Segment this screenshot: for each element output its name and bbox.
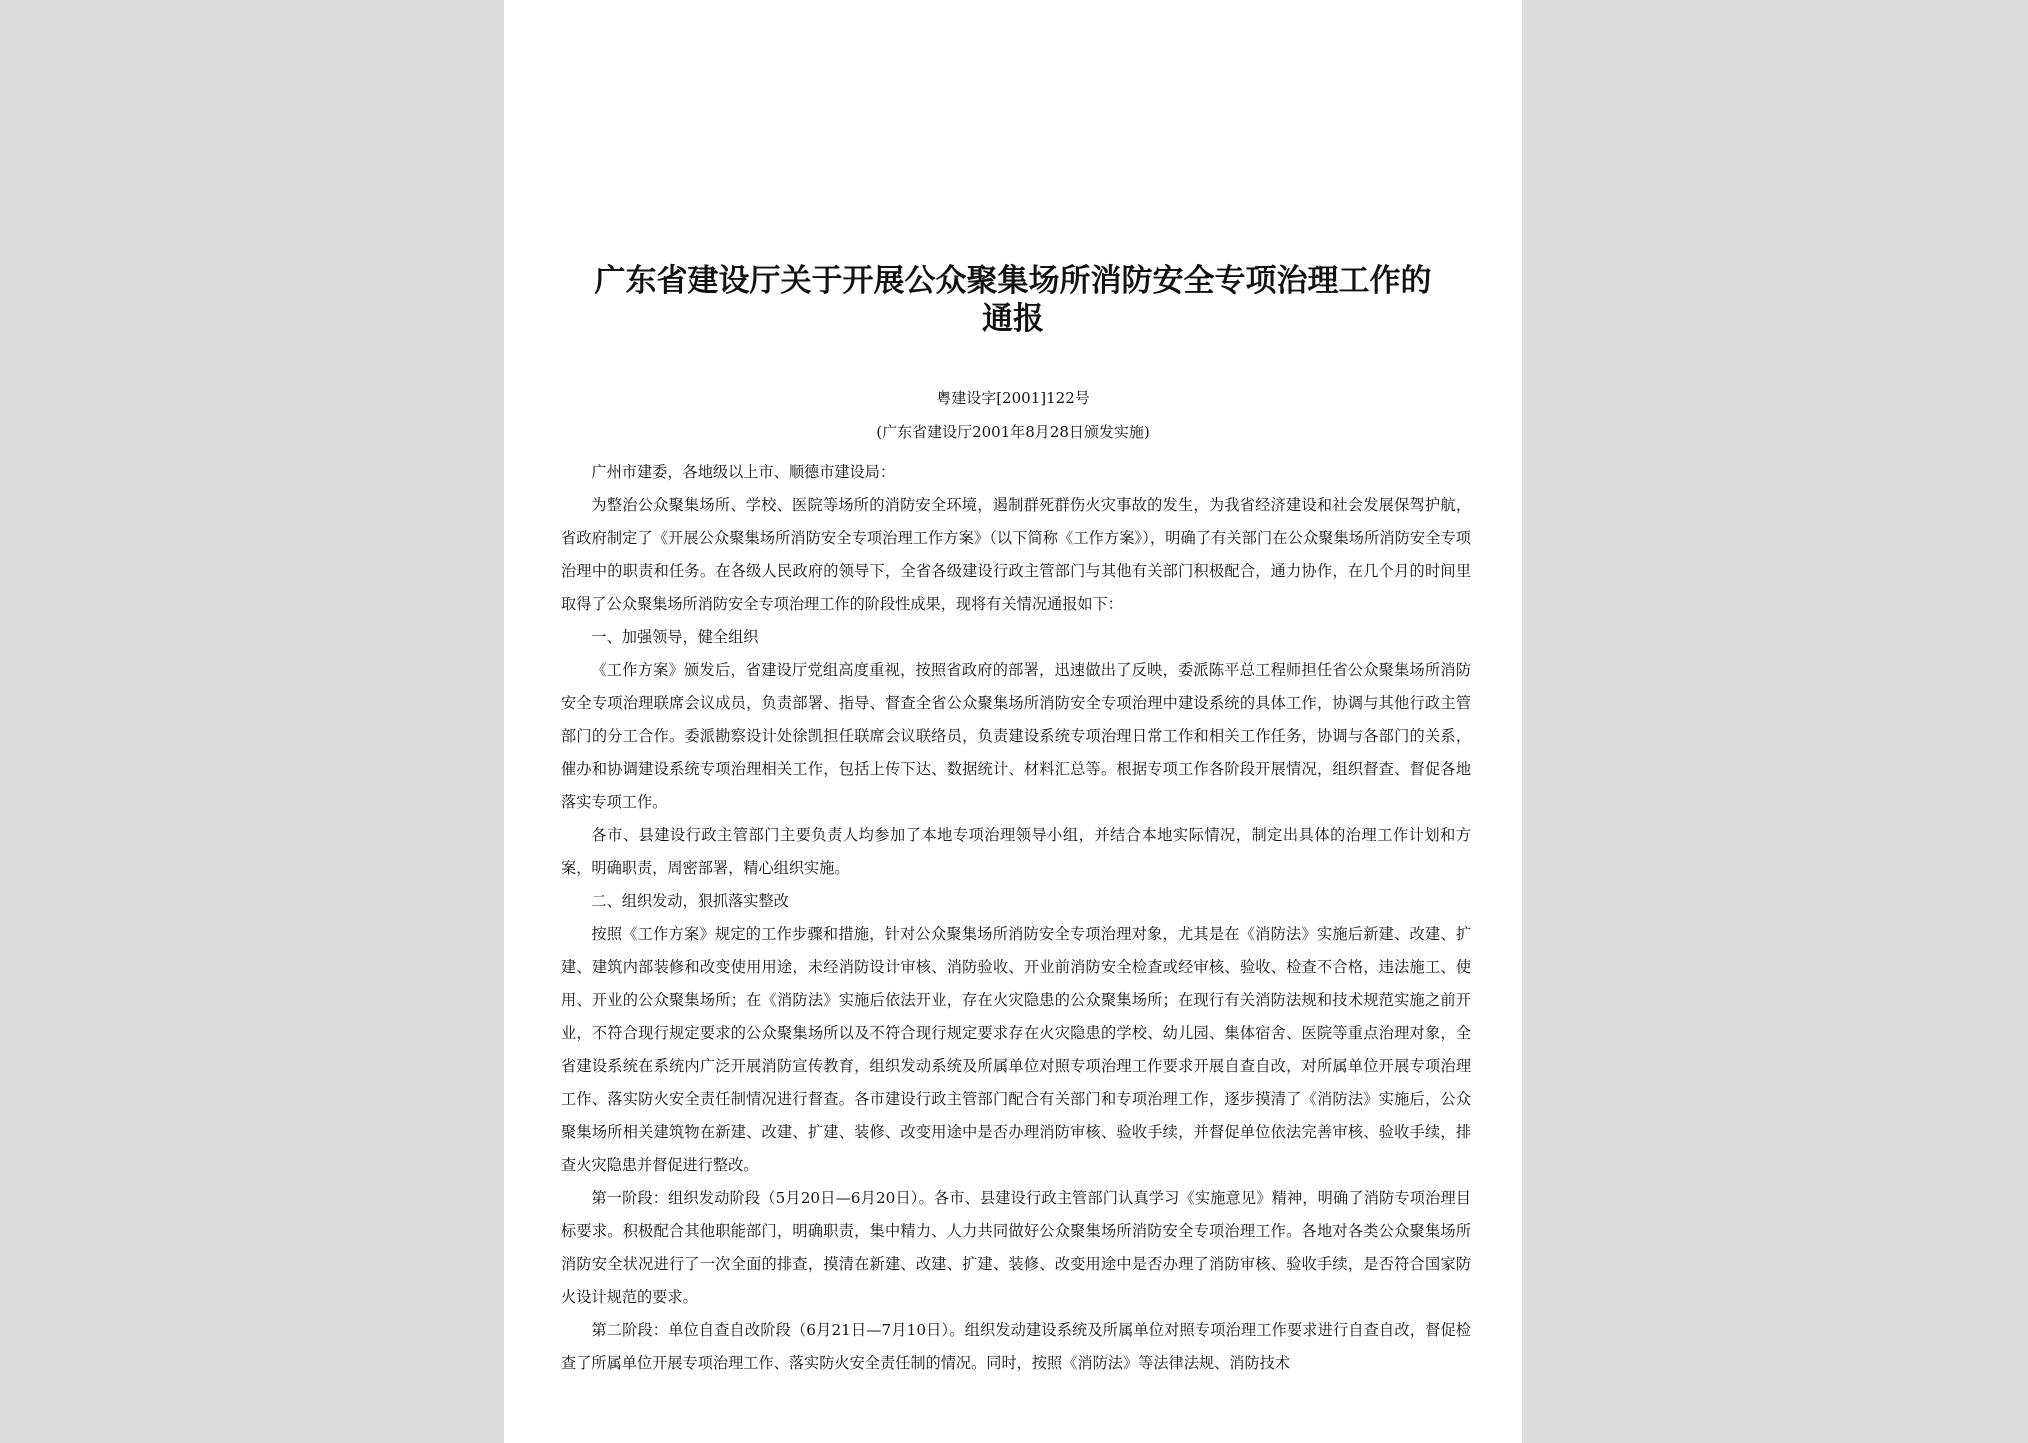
paragraph-intro: 为整治公众聚集场所、学校、医院等场所的消防安全环境，遏制群死群伤火灾事故的发生，为我省经济建设和社会发展保驾护航，省政府制定了《开展公众聚集场所消防安全专项治理工作方案》（以下简称《工作方案》），明确了有关部门在公众聚集场所消防安全专项治理中的职责和任务。在各级人民政府的领导下，全省各级建设行政主管部门与其他有关部门积极配合，通力协作，在几个月的时间里取得了公众聚集场所消防安全专项治理工作的阶段性成果，现将有关情况通报如下： [561,496,1471,613]
section-heading-1: 一、加强领导，健全组织 [591,628,759,646]
document-body [561,456,1471,1380]
document-title: 广东省建设厅关于开展公众聚集场所消防安全专项治理工作的通报 [594,263,1432,337]
paragraph: 第一阶段：组织发动阶段（5月20日—6月20日）。各市、县建设行政主管部门认真学习《实施意见》精神，明确了消防专项治理目标要求。积极配合其他职能部门，明确职责，集中精力、人力共同做好公众聚集场所消防安全专项治理工作。各地对各类公众聚集场所消防安全状况进行了一次全面的排查，摸清在新建、改建、扩建、装修、改变用途中是否办理了消防审核、验收手续，是否符合国家防火设计规范的要求。 [561,1189,1471,1306]
paragraph: 各市、县建设行政主管部门主要负责人均参加了本地专项治理领导小组，并结合本地实际情况，制定出具体的治理工作计划和方案，明确职责，周密部署，精心组织实施。 [561,826,1471,877]
section-heading-2: 二、组织发动，狠抓落实整改 [591,892,789,910]
document-page [504,0,1522,1443]
issue-note: (广东省建设厅2001年8月28日颁发实施) [876,423,1150,441]
paragraph: 《工作方案》颁发后，省建设厅党组高度重视，按照省政府的部署，迅速做出了反映，委派陈平总工程师担任省公众聚集场所消防安全专项治理联席会议成员，负责部署、指导、督查全省公众聚集场所消防安全专项治理中建设系统的具体工作，协调与其他行政主管部门的分工合作。委派勘察设计处徐凯担任联席会议联络员，负责建设系统专项治理日常工作和相关工作任务，协调与各部门的关系，催办和协调建设系统专项治理相关工作，包括上传下达、数据统计、材料汇总等。根据专项工作各阶段开展情况，组织督查、督促各地落实专项工作。 [561,661,1471,811]
paragraph: 第二阶段：单位自查自改阶段（6月21日—7月10日）。组织发动建设系统及所属单位对照专项治理工作要求进行自查自改，督促检查了所属单位开展专项治理工作、落实防火安全责任制的情况。同时，按照《消防法》等法律法规、消防技术 [561,1321,1471,1372]
document-number: 粤建设字[2001]122号 [936,389,1090,407]
paragraph: 按照《工作方案》规定的工作步骤和措施，针对公众聚集场所消防安全专项治理对象，尤其是在《消防法》实施后新建、改建、扩建、建筑内部装修和改变使用用途，未经消防设计审核、消防验收、开业前消防安全检查或经审核、验收、检查不合格，违法施工、使用、开业的公众聚集场所；在《消防法》实施后依法开业，存在火灾隐患的公众聚集场所；在现行有关消防法规和技术规范实施之前开业，不符合现行规定要求的公众聚集场所以及不符合现行规定要求存在火灾隐患的学校、幼儿园、集体宿舍、医院等重点治理对象，全省建设系统在系统内广泛开展消防宣传教育，组织发动系统及所属单位对照专项治理工作要求开展自查自改，对所属单位开展专项治理工作、落实防火安全责任制情况进行督查。各市建设行政主管部门配合有关部门和专项治理工作，逐步摸清了《消防法》实施后，公众聚集场所相关建筑物在新建、改建、扩建、装修、改变用途中是否办理消防审核、验收手续，并督促单位依法完善审核、验收手续，排查火灾隐患并督促进行整改。 [561,925,1471,1174]
addressee: 广州市建委，各地级以上市、顺德市建设局： [591,463,896,481]
